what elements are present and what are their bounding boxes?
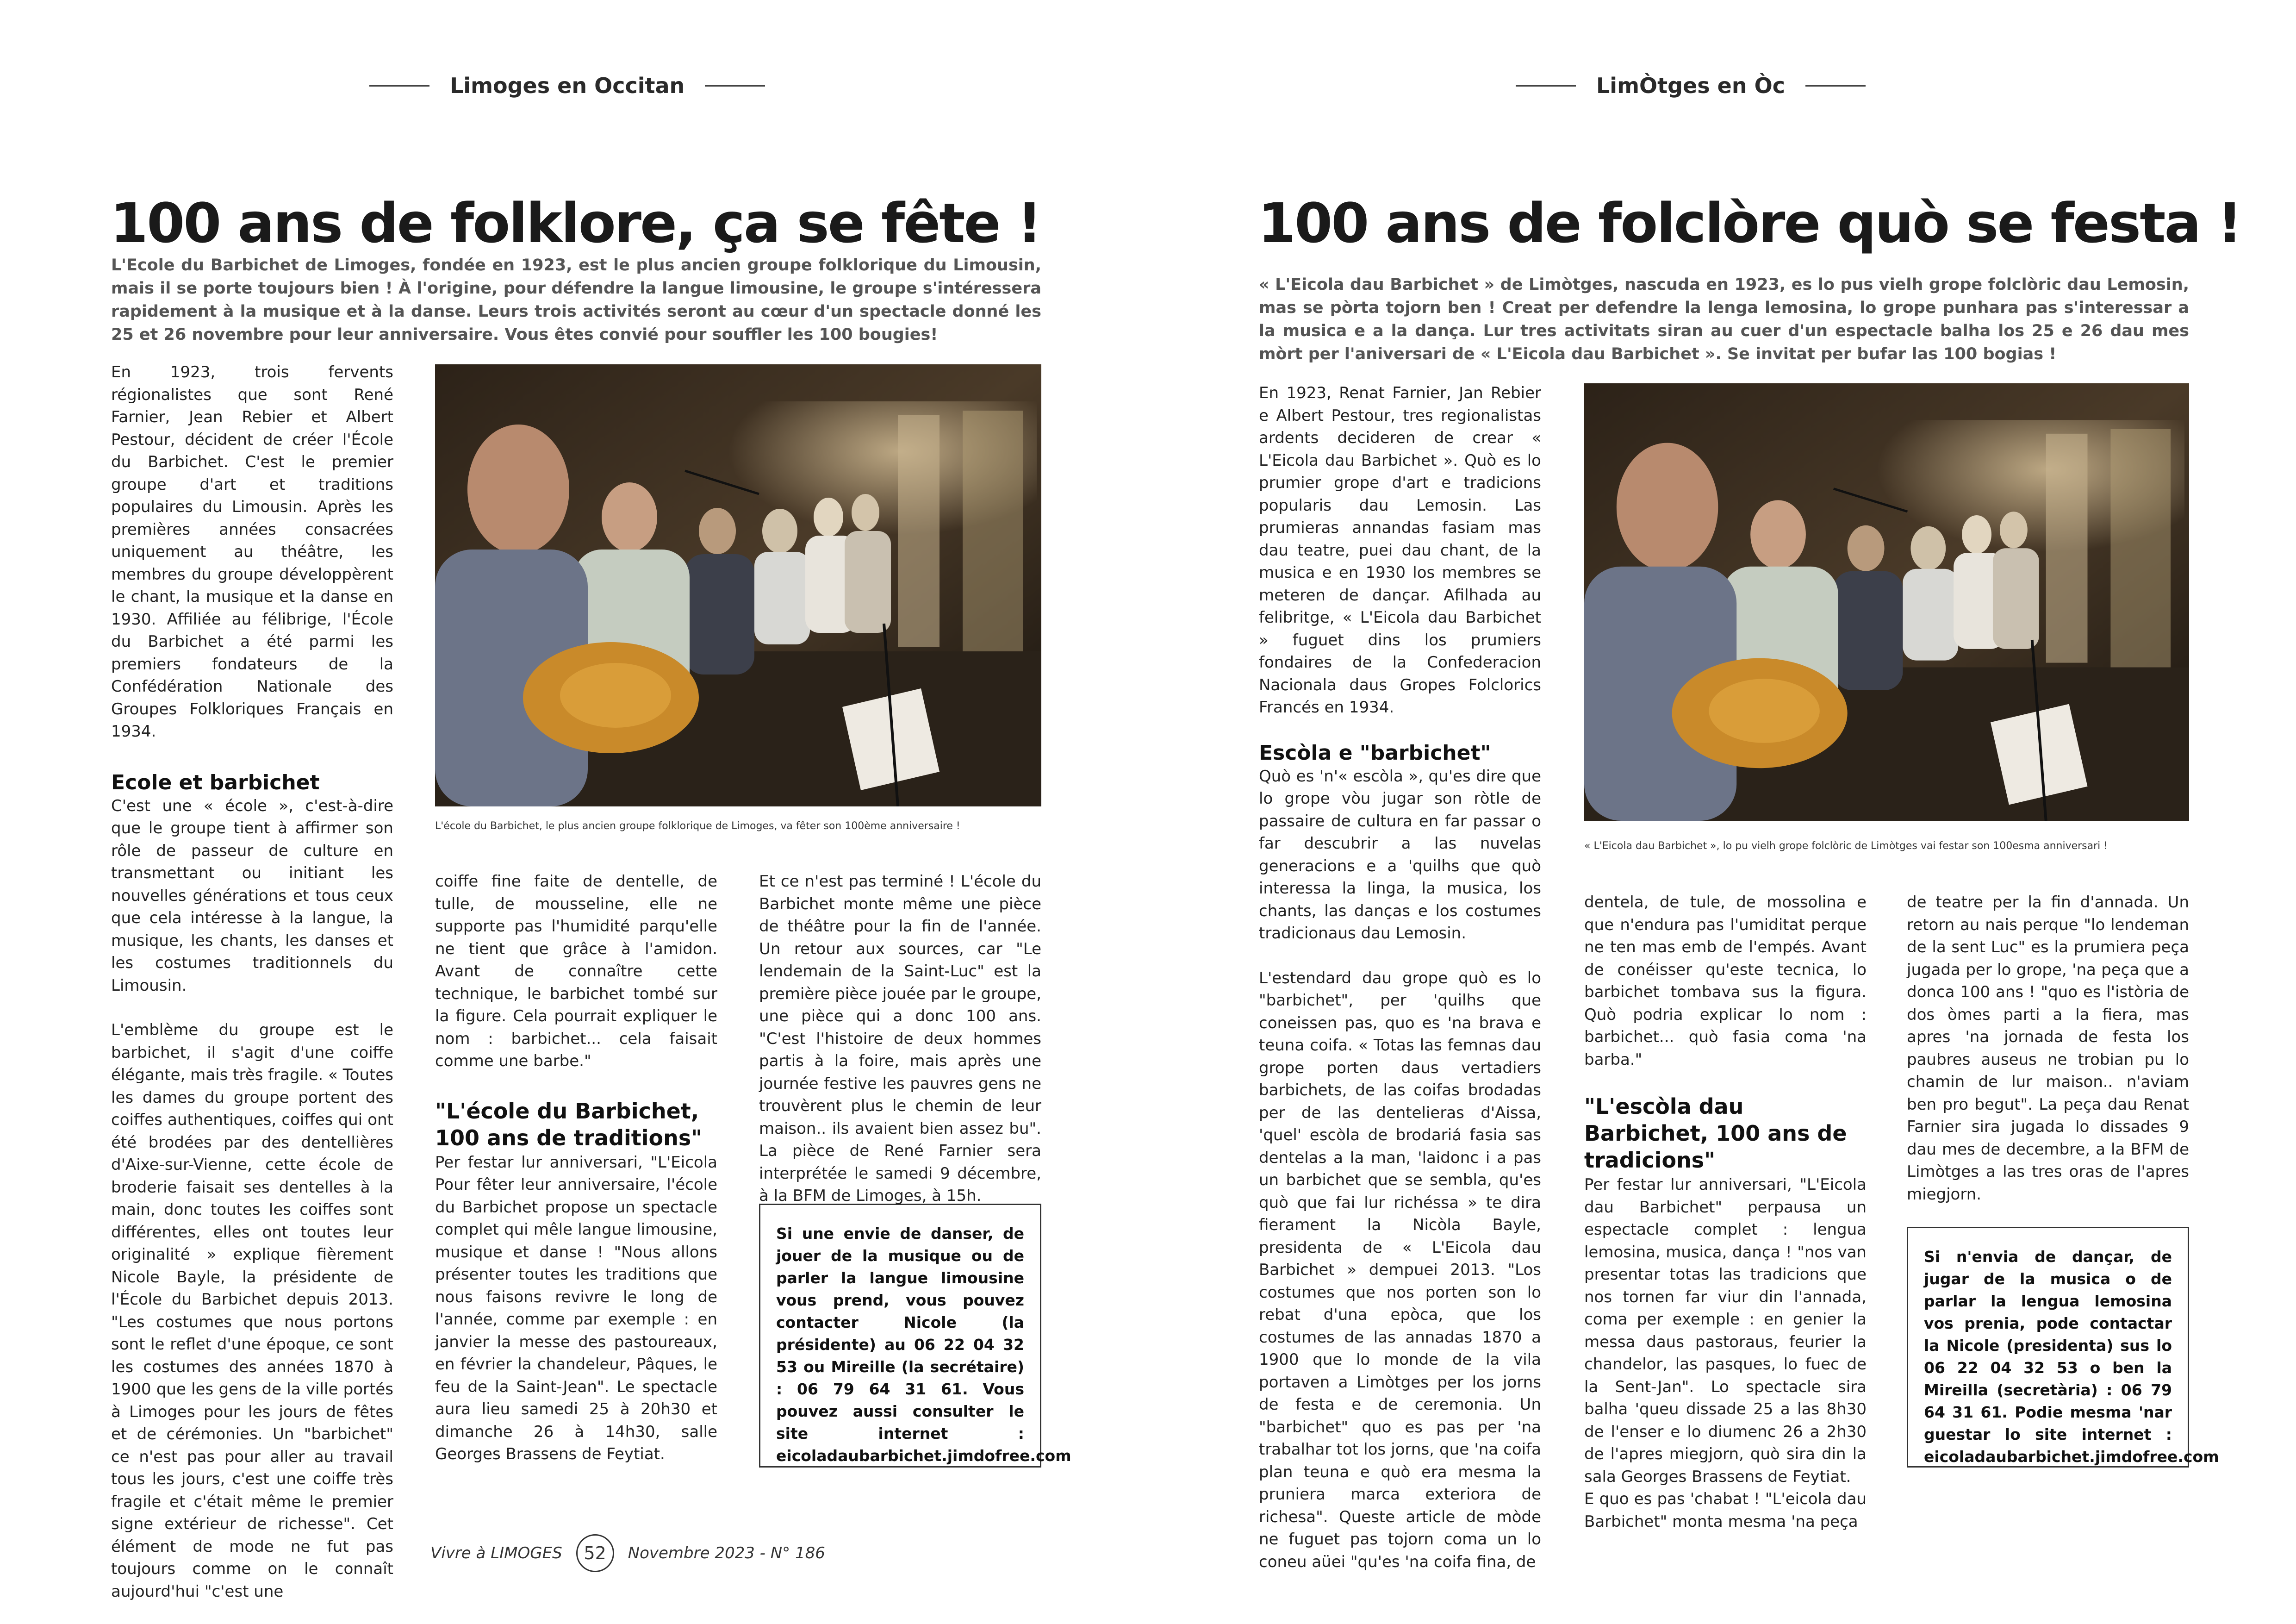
contact-box: Si une envie de danser, de jouer de la musique ou de parler la langue limousine vous prend, vous pouvez contacter Nicole (la présidente) au 06 22 04 32 53 ou Mireille (la secrétaire) : 06 79 64 31 61. Vous pouvez aussi consulter le site internet : eicoladaubarbichet.jimdofree.com	[759, 1204, 1041, 1468]
paragraph: Per festar lur anniversari, "L'Eicola dau Barbichet" perpausa un espectacle complet : lengua lemosina, musica, dança ! "nos van presentar totas las tradicions que nos tornen far viur din l'annada, coma per exemple : en genier la messa daus pastoraus, feurier la chandelor, las pasques, lo fuec de la Sent-Jan". Lo spectacle sira balha 'queu dissade 25 a las 8h30 de l'enser e lo diumenc 26 a 2h30 de l'apres miegjorn, quò sira din la sala Georges Brassens de Feytiat.	[1584, 1175, 1867, 1486]
column-1	[111, 361, 393, 1603]
section-heading: "L'escòla dau Barbichet, 100 ans de tradicions"	[1584, 1094, 1847, 1173]
article-lead: « L'Eicola dau Barbichet » de Limòtges, nascuda en 1923, es lo pus vielh grope folclòric dau Lemosin, mas se pòrta tojorn ben ! Creat per defendre la lenga lemosina, lo grope punhara pas s'interessar a la musica e a la dança. Lur tres activitats siran au cuer d'un espectacle balha los 25 e 26 dau mes mòrt per l'aniversari de « L'Eicola dau Barbichet ». Se invitat per bufar las 100 bogias !	[1259, 275, 2189, 363]
running-head-left	[369, 69, 765, 102]
paragraph: coiffe fine faite de dentelle, de tulle, de mousseline, elle ne supporte pas l'humidité parqu'elle ne tient que grâce à l'amidon. Avant de connaître cette technique, le barbichet tombé sur la figure. Cela pourrait expliquer le nom : barbichet... cela faisait comme une barbe."	[435, 872, 717, 1070]
folio	[430, 1532, 825, 1574]
article-title: 100 ans de folclòre quò se festa !	[1258, 191, 2241, 255]
paragraph: Et ce n'est pas terminé ! L'école du Barbichet monte même une pièce de théâtre pour la fin de l'année. Un retour aux sources, car "Le lendemain de la Saint-Luc" est la première pièce jouée par le groupe, une pièce qui a donc 100 ans. "C'est l'histoire de deux hommes partis à la foire, mais après une journée festive les pauvres gens ne trouvèrent plus le chemin de leur maison.. ils avaient bien assez bu". La pièce de René Farnier sera interprétée le samedi 9 décembre, à la BFM de Limoges, à 15h.	[759, 872, 1041, 1205]
photo-musicians	[1584, 383, 2189, 821]
paragraph: E quo es pas 'chabat ! "L'eicola dau Barbichet" monta mesma 'na peça	[1584, 1490, 1867, 1531]
photo-musicians-illustration	[435, 364, 1041, 806]
magazine-name: Vivre à LIMOGES	[430, 1544, 562, 1562]
column-3	[1907, 891, 2189, 1206]
article-title: 100 ans de folklore, ça se fête !	[110, 191, 1041, 255]
paragraph: Per festar lur anniversari, "L'Eicola Pour fêter leur anniversaire, l'école du Barbichet propose un spectacle complet qui mêle langue limousine, musique et danse ! "Nous allons présenter toutes les traditions que nous faisons revivre le long de l'année, comme par exemple : en janvier la messe des pastoureaux, en février la chandeleur, Pâques, le feu de la Saint-Jean". Le spectacle aura lieu samedi 25 à 20h30 et dimanche 26 à 14h30, salle Georges Brassens de Feytiat.	[435, 1153, 717, 1463]
running-head-text: LimÒtges en Òc	[1596, 73, 1785, 98]
paragraph: de teatre per la fin d'annada. Un retorn au nais perque "lo lendeman de la sent Luc" es la prumiera peça jugada per lo grope, 'na peça que a donca 100 ans ! "quo es l'istòria de dos òmes parti a la fiera, mas apres 'na jornada de festa los paubres auseus ne trobian pu lo chamin de lur maison.. n'aviam ben pro begut". La peça dau Renat Farnier sira jugada lo dissades 9 dau mes de decembre, a la BFM de Limòtges a las tres oras de l'apres miegjorn.	[1907, 893, 2189, 1204]
paragraph: En 1923, Renat Farnier, Jan Rebier e Albert Pestour, tres regionalistas ardents decideren de crear « L'Eicola dau Barbichet ». Quò es lo prumier grope d'art e tradicions popularis dau Lemosin. Las prumieras annandas fasiam mas dau teatre, puei dau chant, de la musica e en 1930 los membres se meteren de dançar. Afilhada au felibritge, « L'Eicola dau Barbichet » fuguet dins los prumiers fondaires de la Confederacion Nacionala daus Gropes Folclorics Francés en 1934.	[1259, 384, 1541, 717]
running-head-rule	[369, 85, 429, 87]
running-head-rule	[1805, 85, 1866, 87]
article-lead: L'Ecole du Barbichet de Limoges, fondée en 1923, est le plus ancien groupe folklorique du Limousin, mais il se porte toujours bien ! À l'origine, pour défendre la langue limousine, le groupe s'intéressera rapidement à la musique et à la danse. Leurs trois activités seront au cœur d'un spectacle donné les 25 et 26 novembre pour leur anniversaire. Vous êtes convié pour souffler les 100 bougies!	[111, 256, 1041, 344]
running-head-rule	[705, 85, 765, 87]
paragraph: L'estendard dau grope quò es lo "barbichet", per 'quilhs que coneissen pas, quo es 'na brava e teuna coifa. « Totas las femnas dau grope porten daus vertadiers barbichets, de las coifas brodadas per de las dentelieras d'Aissa, 'quel' escòla de brodariá fasia sas dentelas a la man, 'laidonc i a pas un barbichet que se sembla, qu'es quò que fai lur richéssa » te dira fierament la Nicòla Bayle, presidenta de « L'Eicola dau Barbichet » dempuei 2013. "Los costumes que nos porten son lo rebat d'una epòca, que los costumes de las annadas 1870 a 1900 que lo monde de la vila portaven a Limòtges per los jorns de festa e de ceremonia. Un "barbichet" quo es pas per 'na trabalhar tot los jorns, que 'na coifa plan teuna e quò era mesma la pruniera marca exteriora de richesa". Queste article de mòde ne fuguet pas tojorn coma un lo coneu aüei "qu'es 'na coifa fina, de	[1259, 968, 1541, 1571]
issue-info: Novembre 2023 - N° 186	[628, 1544, 825, 1562]
paragraph: Quò es 'n'« escòla », qu'es dire que lo grope vòu jugar son ròtle de passaire de cultura en far passar o far descubrir a las nuvelas generacions e a 'quilhs que quò interessa la linga, la musica, los chants, las danças e los costumes tradicionaus dau Lemosin.	[1259, 767, 1541, 943]
column-3	[759, 870, 1041, 1207]
paragraph: En 1923, trois fervents régionalistes que sont René Farnier, Jean Rebier et Albert Pestour, décident de créer l'École du Barbichet. C'est le premier groupe d'art et traditions populaires du Limousin. Après les premières années consacrées uniquement au théâtre, les membres du groupe développèrent le chant, la musique et la danse en 1930. Affiliée au félibrige, l'École du Barbichet a été parmi les premiers fondateurs de la Confédération Nationale des Groupes Folkloriques Français en 1934.	[111, 363, 393, 741]
running-head-rule	[1516, 85, 1576, 87]
section-heading: Escòla e "barbichet"	[1259, 741, 1491, 765]
section-heading: "L'école du Barbichet, 100 ans de traditions"	[435, 1098, 703, 1150]
running-head-text: Limoges en Occitan	[450, 73, 685, 98]
running-head-right	[1516, 69, 1866, 102]
photo-caption: L'école du Barbichet, le plus ancien groupe folklorique de Limoges, va fêter son 100ème anniversaire !	[435, 820, 960, 832]
column-2	[435, 870, 717, 1466]
paragraph: L'emblème du groupe est le barbichet, il s'agit d'une coiffe élégante, mais très fragile. « Toutes les dames du groupe portent des coiffes authentiques, coiffes qui ont été brodées par des dentellières d'Aixe-sur-Vienne, cette école de broderie faisait ses dentelles à la main, donc toutes les coiffes sont différentes, elles ont toutes leur originalité » explique fièrement Nicole Bayle, la présidente de l'École du Barbichet depuis 2013. "Les costumes que nous portons sont le reflet d'une époque, ce sont les costumes des années 1870 à 1900 que les gens de la ville portés à Limoges pour les jours de fêtes et de cérémonies. Un "barbichet" ce n'est pas pour aller au travail tous les jours, c'est une coiffe très fragile et c'était même le premier signe extérieur de richesse". Cet élément de mode ne fut pas toujours comme on le connaît aujourd'hui "c'est une	[111, 1021, 393, 1601]
paragraph: dentela, de tule, de mossolina e que n'endura pas l'umiditat perque ne ten mas emb de l'empés. Avant de conéisser qu'este tecnica, lo barbichet tombava sus la figura. Quò podria explicar lo nom : barbichet... quò fasia coma 'na barba."	[1584, 893, 1867, 1069]
column-2	[1584, 891, 1867, 1533]
photo-musicians-illustration	[1584, 383, 2189, 821]
column-1	[1259, 382, 1541, 1573]
section-heading: Ecole et barbichet	[111, 770, 320, 794]
page-number: 52	[576, 1534, 614, 1572]
photo-caption: « L'Eicola dau Barbichet », lo pu vielh grope folclòric de Limòtges vai festar son 100esma anniversari !	[1584, 840, 2108, 852]
paragraph: C'est une « école », c'est-à-dire que le groupe tient à affirmer son rôle de passeur de culture en transmettant ou initiant les nouvelles générations et tous ceux que cela intéresse à la langue, la musique, les chants, les danses et les costumes traditionnels du Limousin.	[111, 796, 393, 995]
contact-box: Si n'envia de dançar, de jugar de la musica o de parlar la lengua lemosina vos prenia, pode contactar la Nicole (presidenta) sus lo 06 22 04 32 53 o ben la Mireilla (secretària) : 06 79 64 31 61. Podie mesma 'nar guestar lo site internet : eicoladaubarbichet.jimdofree.com	[1907, 1227, 2189, 1468]
photo-musicians	[435, 364, 1041, 806]
right-page	[1148, 0, 2296, 1624]
